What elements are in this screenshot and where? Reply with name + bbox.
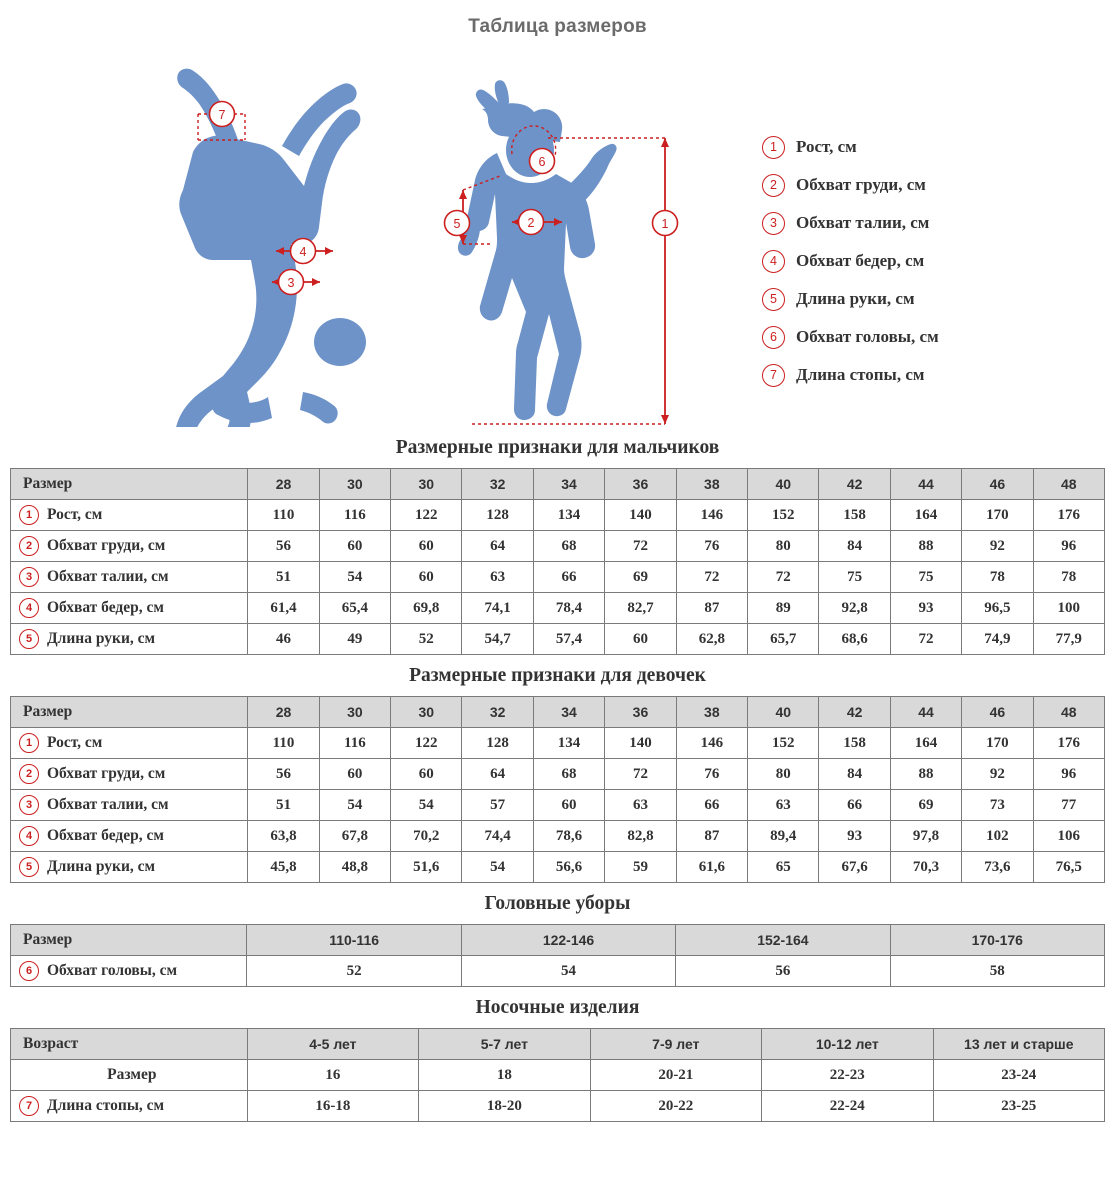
cell: 60 — [319, 531, 390, 562]
cell: 100 — [1033, 593, 1104, 624]
cell: 20-22 — [590, 1091, 761, 1122]
cell: 45,8 — [248, 852, 319, 883]
cell: 67,6 — [819, 852, 890, 883]
cell: 60 — [391, 531, 462, 562]
cell: 46 — [248, 624, 319, 655]
row-label-cell — [11, 562, 248, 593]
col-header: 42 — [819, 697, 890, 728]
cell: 89 — [748, 593, 819, 624]
figure-marker-6 — [530, 149, 555, 174]
girls-size-table — [10, 696, 1105, 883]
table-row — [11, 562, 1105, 593]
col-header: 36 — [605, 469, 676, 500]
cell: 134 — [533, 728, 604, 759]
cell: 18 — [419, 1060, 590, 1091]
cell: 70,2 — [391, 821, 462, 852]
legend-number-icon: 2 — [762, 174, 785, 197]
row-number-icon: 1 — [19, 505, 39, 525]
svg-text:4: 4 — [299, 245, 307, 259]
cell: 51 — [248, 562, 319, 593]
row-label-cell — [11, 790, 248, 821]
col-header: 28 — [248, 697, 319, 728]
row-label: Длина стопы, см — [47, 1097, 165, 1114]
row-number-icon: 2 — [19, 764, 39, 784]
cell: 56 — [248, 759, 319, 790]
cell: 66 — [819, 790, 890, 821]
col-header: 152-164 — [676, 925, 890, 956]
row-label: Обхват головы, см — [47, 962, 178, 979]
col-header: 13 лет и старше — [933, 1029, 1104, 1060]
cell: 84 — [819, 759, 890, 790]
row-label: Обхват талии, см — [47, 568, 169, 585]
row-label-cell — [11, 531, 248, 562]
col-header: 30 — [319, 469, 390, 500]
cell: 74,9 — [962, 624, 1033, 655]
row-number-icon: 1 — [19, 733, 39, 753]
cell: 73,6 — [962, 852, 1033, 883]
figure-marker-5 — [445, 211, 470, 236]
cell: 122 — [391, 728, 462, 759]
cell: 16 — [247, 1060, 418, 1091]
table-row — [11, 624, 1105, 655]
cell: 146 — [676, 728, 747, 759]
legend-item-3 — [762, 204, 1102, 242]
row-number-icon: 3 — [19, 567, 39, 587]
legend-label: Обхват груди, см — [796, 175, 926, 194]
cell: 63 — [462, 562, 533, 593]
row-label: Длина руки, см — [47, 630, 156, 647]
cell: 72 — [890, 624, 961, 655]
cell: 78 — [1033, 562, 1104, 593]
cell: 68 — [533, 759, 604, 790]
row-label-cell — [11, 821, 248, 852]
cell: 76,5 — [1033, 852, 1104, 883]
row-label: Обхват груди, см — [47, 765, 166, 782]
cell: 64 — [462, 759, 533, 790]
figures-illustration — [0, 42, 760, 427]
cell: 60 — [605, 624, 676, 655]
cell: 54 — [319, 790, 390, 821]
col-header: 30 — [319, 697, 390, 728]
cell: 164 — [890, 500, 961, 531]
cell: 49 — [319, 624, 390, 655]
cell: 60 — [319, 759, 390, 790]
cell: 57,4 — [533, 624, 604, 655]
table-header-row — [11, 697, 1105, 728]
col-header-age: Возраст — [11, 1029, 248, 1060]
cell: 92 — [962, 759, 1033, 790]
legend-label: Рост, см — [796, 137, 857, 156]
cell: 140 — [605, 728, 676, 759]
figure-marker-7 — [210, 102, 235, 127]
legend-label: Длина руки, см — [796, 289, 915, 308]
table-row — [11, 759, 1105, 790]
col-header: 110-116 — [247, 925, 461, 956]
legend-number-icon: 6 — [762, 326, 785, 349]
cell: 164 — [890, 728, 961, 759]
cell: 116 — [319, 728, 390, 759]
cell: 66 — [676, 790, 747, 821]
table-row — [11, 593, 1105, 624]
row-number-icon: 5 — [19, 857, 39, 877]
col-header: 5-7 лет — [419, 1029, 590, 1060]
legend-number-icon: 7 — [762, 364, 785, 387]
cell: 65 — [748, 852, 819, 883]
cell: 65,7 — [748, 624, 819, 655]
legend-item-4 — [762, 242, 1102, 280]
cell: 102 — [962, 821, 1033, 852]
cell: 152 — [748, 728, 819, 759]
legend-item-5 — [762, 280, 1102, 318]
cell: 93 — [819, 821, 890, 852]
cell: 78,4 — [533, 593, 604, 624]
table-row — [11, 728, 1105, 759]
cell: 60 — [533, 790, 604, 821]
cell: 74,1 — [462, 593, 533, 624]
cell: 63,8 — [248, 821, 319, 852]
svg-text:1: 1 — [661, 217, 669, 231]
measurement-figure-area — [0, 42, 1115, 427]
col-header: 28 — [248, 469, 319, 500]
cell: 23-25 — [933, 1091, 1104, 1122]
cell: 65,4 — [319, 593, 390, 624]
cell: 54,7 — [462, 624, 533, 655]
cell: 54 — [462, 852, 533, 883]
cell: 69 — [605, 562, 676, 593]
hats-section-title: Головные уборы — [484, 893, 631, 914]
table-header-row — [11, 925, 1105, 956]
cell: 170 — [962, 728, 1033, 759]
svg-text:6: 6 — [538, 155, 546, 169]
legend-label: Обхват бедер, см — [796, 251, 925, 270]
cell: 146 — [676, 500, 747, 531]
row-label: Размер — [107, 1066, 157, 1083]
cell: 16-18 — [247, 1091, 418, 1122]
figure-marker-1 — [653, 211, 678, 236]
cell: 140 — [605, 500, 676, 531]
col-header: 40 — [748, 469, 819, 500]
cell: 110 — [248, 500, 319, 531]
cell: 22-24 — [762, 1091, 933, 1122]
row-label: Обхват бедер, см — [47, 827, 164, 844]
cell: 61,4 — [248, 593, 319, 624]
cell: 72 — [605, 531, 676, 562]
cell: 59 — [605, 852, 676, 883]
cell: 48,8 — [319, 852, 390, 883]
measurement-legend — [762, 128, 1102, 394]
row-label: Обхват груди, см — [47, 537, 166, 554]
col-header: 34 — [533, 469, 604, 500]
cell: 51,6 — [391, 852, 462, 883]
row-number-icon: 2 — [19, 536, 39, 556]
legend-number-icon: 4 — [762, 250, 785, 273]
cell: 82,7 — [605, 593, 676, 624]
cell: 74,4 — [462, 821, 533, 852]
legend-label: Обхват головы, см — [796, 327, 939, 346]
cell: 80 — [748, 531, 819, 562]
cell: 122 — [391, 500, 462, 531]
row-label-cell — [11, 1091, 248, 1122]
col-header: 46 — [962, 469, 1033, 500]
col-header: 34 — [533, 697, 604, 728]
table-header-row — [11, 1029, 1105, 1060]
svg-text:5: 5 — [453, 217, 461, 231]
table-header-row — [11, 469, 1105, 500]
cell: 56 — [676, 956, 890, 987]
cell: 76 — [676, 531, 747, 562]
cell: 60 — [391, 759, 462, 790]
cell: 128 — [462, 500, 533, 531]
col-header-size: Размер — [11, 697, 248, 728]
col-header: 44 — [890, 469, 961, 500]
col-header: 4-5 лет — [247, 1029, 418, 1060]
row-label: Длина руки, см — [47, 858, 156, 875]
svg-text:7: 7 — [218, 108, 226, 122]
cell: 76 — [676, 759, 747, 790]
row-label: Обхват талии, см — [47, 796, 169, 813]
table-row — [11, 852, 1105, 883]
cell: 78 — [962, 562, 1033, 593]
legend-number-icon: 5 — [762, 288, 785, 311]
row-number-icon: 4 — [19, 598, 39, 618]
col-header: 30 — [391, 697, 462, 728]
legend-item-6 — [762, 318, 1102, 356]
cell: 128 — [462, 728, 533, 759]
cell: 63 — [748, 790, 819, 821]
col-header: 38 — [676, 697, 747, 728]
cell: 110 — [248, 728, 319, 759]
cell: 170 — [962, 500, 1033, 531]
row-label-cell — [11, 624, 248, 655]
girl-silhouette — [458, 80, 617, 420]
cell: 22-23 — [762, 1060, 933, 1091]
col-header: 46 — [962, 697, 1033, 728]
legend-label: Обхват талии, см — [796, 213, 930, 232]
cell: 75 — [819, 562, 890, 593]
cell: 56,6 — [533, 852, 604, 883]
table-row — [11, 1060, 1105, 1091]
cell: 54 — [391, 790, 462, 821]
cell: 152 — [748, 500, 819, 531]
row-label: Рост, см — [47, 506, 103, 523]
cell: 176 — [1033, 728, 1104, 759]
cell: 88 — [890, 531, 961, 562]
cell: 78,6 — [533, 821, 604, 852]
col-header: 7-9 лет — [590, 1029, 761, 1060]
cell: 97,8 — [890, 821, 961, 852]
cell: 82,8 — [605, 821, 676, 852]
row-label-cell — [11, 728, 248, 759]
cell: 18-20 — [419, 1091, 590, 1122]
cell: 92,8 — [819, 593, 890, 624]
cell: 52 — [391, 624, 462, 655]
cell: 54 — [461, 956, 675, 987]
col-header: 40 — [748, 697, 819, 728]
cell: 60 — [391, 562, 462, 593]
cell: 57 — [462, 790, 533, 821]
legend-item-1 — [762, 128, 1102, 166]
cell: 89,4 — [748, 821, 819, 852]
socks-section-title: Носочные изделия — [475, 997, 640, 1018]
cell: 158 — [819, 500, 890, 531]
table-row — [11, 956, 1105, 987]
cell: 93 — [890, 593, 961, 624]
col-header: 48 — [1033, 469, 1104, 500]
row-label-cell — [11, 500, 248, 531]
row-label-cell — [11, 759, 248, 790]
cell: 176 — [1033, 500, 1104, 531]
row-number-icon: 4 — [19, 826, 39, 846]
boys-section-title: Размерные признаки для мальчиков — [395, 437, 720, 458]
col-header: 32 — [462, 469, 533, 500]
cell: 56 — [248, 531, 319, 562]
svg-text:2: 2 — [527, 216, 535, 230]
cell: 96,5 — [962, 593, 1033, 624]
row-label-cell — [11, 956, 247, 987]
cell: 87 — [676, 821, 747, 852]
girls-section-title: Размерные признаки для девочек — [409, 665, 706, 686]
col-header: 44 — [890, 697, 961, 728]
cell: 158 — [819, 728, 890, 759]
legend-item-7 — [762, 356, 1102, 394]
cell: 70,3 — [890, 852, 961, 883]
boys-size-table — [10, 468, 1105, 655]
cell: 62,8 — [676, 624, 747, 655]
cell: 54 — [319, 562, 390, 593]
cell: 96 — [1033, 759, 1104, 790]
table-row — [11, 821, 1105, 852]
table-row — [11, 500, 1105, 531]
cell: 72 — [605, 759, 676, 790]
col-header: 48 — [1033, 697, 1104, 728]
cell: 64 — [462, 531, 533, 562]
cell: 84 — [819, 531, 890, 562]
cell: 106 — [1033, 821, 1104, 852]
table-row — [11, 790, 1105, 821]
figure-marker-2 — [519, 210, 544, 235]
cell: 73 — [962, 790, 1033, 821]
cell: 88 — [890, 759, 961, 790]
cell: 68,6 — [819, 624, 890, 655]
table-row — [11, 531, 1105, 562]
row-number-icon: 7 — [19, 1096, 39, 1116]
col-header-size: Размер — [11, 925, 247, 956]
cell: 58 — [890, 956, 1104, 987]
legend-number-icon: 3 — [762, 212, 785, 235]
cell: 63 — [605, 790, 676, 821]
row-label-cell — [11, 852, 248, 883]
cell: 66 — [533, 562, 604, 593]
legend-label: Длина стопы, см — [796, 365, 925, 384]
hats-size-table — [10, 924, 1105, 987]
row-number-icon: 6 — [19, 961, 39, 981]
col-header: 38 — [676, 469, 747, 500]
col-header: 10-12 лет — [762, 1029, 933, 1060]
cell: 68 — [533, 531, 604, 562]
cell: 87 — [676, 593, 747, 624]
legend-item-2 — [762, 166, 1102, 204]
cell: 75 — [890, 562, 961, 593]
cell: 69,8 — [391, 593, 462, 624]
cell: 80 — [748, 759, 819, 790]
col-header: 32 — [462, 697, 533, 728]
cell: 23-24 — [933, 1060, 1104, 1091]
legend-number-icon: 1 — [762, 136, 785, 159]
socks-size-table — [10, 1028, 1105, 1122]
row-label: Обхват бедер, см — [47, 599, 164, 616]
cell: 52 — [247, 956, 461, 987]
cell: 67,8 — [319, 821, 390, 852]
cell: 116 — [319, 500, 390, 531]
cell: 69 — [890, 790, 961, 821]
figure-marker-3 — [279, 270, 304, 295]
col-header-size: Размер — [11, 469, 248, 500]
col-header: 122-146 — [461, 925, 675, 956]
row-label: Рост, см — [47, 734, 103, 751]
svg-text:3: 3 — [287, 276, 295, 290]
col-header: 36 — [605, 697, 676, 728]
row-label-cell — [11, 593, 248, 624]
col-header: 170-176 — [890, 925, 1104, 956]
cell: 61,6 — [676, 852, 747, 883]
figure-marker-4 — [291, 239, 316, 264]
table-row — [11, 1091, 1105, 1122]
cell: 72 — [748, 562, 819, 593]
cell: 51 — [248, 790, 319, 821]
row-label-cell — [11, 1060, 248, 1091]
col-header: 42 — [819, 469, 890, 500]
boy-handstand-silhouette — [171, 69, 366, 427]
row-number-icon: 5 — [19, 629, 39, 649]
cell: 92 — [962, 531, 1033, 562]
cell: 96 — [1033, 531, 1104, 562]
row-number-icon: 3 — [19, 795, 39, 815]
page-title: Таблица размеров — [468, 16, 647, 37]
cell: 72 — [676, 562, 747, 593]
col-header: 30 — [391, 469, 462, 500]
cell: 20-21 — [590, 1060, 761, 1091]
cell: 77,9 — [1033, 624, 1104, 655]
cell: 77 — [1033, 790, 1104, 821]
cell: 134 — [533, 500, 604, 531]
